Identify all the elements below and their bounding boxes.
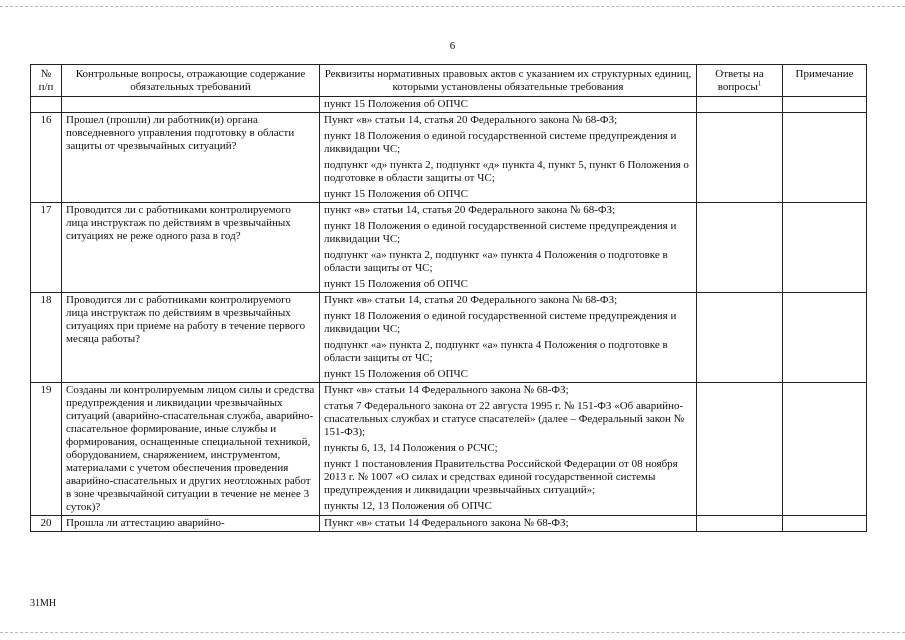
ref-line: пункт 15 Положения об ОПЧС xyxy=(324,98,468,110)
cell-question: Прошел (прошли) ли работник(и) органа повседневного управления подготовку в области защиты от чрезвычайных ситуаций? xyxy=(62,113,320,203)
ref-line: пункт 18 Положения о единой государственной системе предупреждения и ликвидации ЧС; xyxy=(324,310,677,335)
cell-note xyxy=(783,113,867,203)
ref-line: пункт 15 Положения об ОПЧС xyxy=(324,368,468,380)
cell-num: 16 xyxy=(31,113,62,203)
table-row xyxy=(31,293,867,383)
cell-num: 19 xyxy=(31,383,62,516)
cell-refs xyxy=(320,203,697,293)
ref-line: пункт 18 Положения о единой государственной системе предупреждения и ликвидации ЧС; xyxy=(324,130,677,155)
cell-note xyxy=(783,383,867,516)
cell-refs xyxy=(320,516,697,532)
table-row xyxy=(31,113,867,203)
cell-question: Проводится ли с работниками контролируемого лица инструктаж по действиям в чрезвычайных ситуациях при приеме на работу в течение первого месяца работы? xyxy=(62,293,320,383)
ref-line: подпункт «а» пункта 2, подпункт «а» пункта 4 Положения о подготовке в области защиты от ЧС; xyxy=(324,249,668,274)
ref-line: пункт 15 Положения об ОПЧС xyxy=(324,188,468,200)
cell-num: 18 xyxy=(31,293,62,383)
header-num: № п/п xyxy=(31,65,62,97)
ref-line: Пункт «в» статьи 14 Федерального закона № 68-ФЗ; xyxy=(324,384,569,396)
cell-question: Созданы ли контролируемым лицом силы и средства предупреждения и ликвидации чрезвычайных ситуаций (аварийно-спасательная служба, аварийно-спасательное формирование, иные службы и формирования, оснащенные специальной техникой, оборудованием, снаряжением, инструментом, материалами с учетом обеспечения проведения аварийно-спасательных и других неотложных работ в зоне чрезвычайной ситуации в течение не менее 3 суток)? xyxy=(62,383,320,516)
cell-refs xyxy=(320,293,697,383)
scan-artifact-bottom xyxy=(0,632,905,633)
cell-refs xyxy=(320,97,697,113)
cell-answer xyxy=(697,383,783,516)
continuation-row xyxy=(31,97,867,113)
ref-line: пункт 1 постановления Правительства Российской Федерации от 08 ноября 2013 г. № 1007 «О силах и средствах единой государственной системы предупреждения и ликвидации чрезвычайных ситуаций»; xyxy=(324,458,678,496)
header-answers xyxy=(697,65,783,97)
table-row xyxy=(31,516,867,532)
table-row xyxy=(31,203,867,293)
cell-refs xyxy=(320,383,697,516)
table-row xyxy=(31,383,867,516)
ref-line: пункты 6, 13, 14 Положения о РСЧС; xyxy=(324,442,498,454)
cell-note xyxy=(783,97,867,113)
cell-num: 20 xyxy=(31,516,62,532)
cell-refs xyxy=(320,113,697,203)
header-note: Примечание xyxy=(783,65,867,97)
cell-note xyxy=(783,293,867,383)
cell-note xyxy=(783,516,867,532)
cell-question: Проводится ли с работниками контролируемого лица инструктаж по действиям в чрезвычайных ситуациях не реже одного раза в год? xyxy=(62,203,320,293)
cell-answer xyxy=(697,113,783,203)
cell-answer xyxy=(697,516,783,532)
footer-code: 31МН xyxy=(30,598,57,609)
cell-num: 17 xyxy=(31,203,62,293)
table-header-row xyxy=(31,65,867,97)
cell-question xyxy=(62,97,320,113)
page-number: 6 xyxy=(449,40,456,52)
cell-answer xyxy=(697,293,783,383)
scan-artifact-top xyxy=(0,6,905,7)
cell-answer xyxy=(697,203,783,293)
cell-answer xyxy=(697,97,783,113)
header-question: Контрольные вопросы, отражающие содержание обязательных требований xyxy=(62,65,320,97)
ref-line: статья 7 Федерального закона от 22 августа 1995 г. № 151-ФЗ «Об аварийно-спасательных службах и статусе спасателей» (далее – Федеральный закон № 151-ФЗ); xyxy=(324,400,685,438)
header-answers-label: Ответы на вопросы xyxy=(715,68,764,93)
ref-line: Пункт «в» статьи 14 Федерального закона № 68-ФЗ; xyxy=(324,517,569,529)
ref-line: подпункт «д» пункта 2, подпункт «д» пункта 4, пункт 5, пункт 6 Положения о подготовке в области защиты от ЧС; xyxy=(324,159,689,184)
ref-line: Пункт «в» статьи 14, статья 20 Федерального закона № 68-ФЗ; xyxy=(324,114,618,126)
header-refs: Реквизиты нормативных правовых актов с указанием их структурных единиц, которыми установлены обязательные требования xyxy=(320,65,697,97)
ref-line: пункт «в» статьи 14, статья 20 Федерального закона № 68-ФЗ; xyxy=(324,204,616,216)
ref-line: пункты 12, 13 Положения об ОПЧС xyxy=(324,500,492,512)
ref-line: пункт 18 Положения о единой государственной системе предупреждения и ликвидации ЧС; xyxy=(324,220,677,245)
footnote-marker: 1 xyxy=(757,79,762,88)
ref-line: пункт 15 Положения об ОПЧС xyxy=(324,278,468,290)
cell-note xyxy=(783,203,867,293)
cell-question: Прошла ли аттестацию аварийно- xyxy=(62,516,320,532)
cell-num xyxy=(31,97,62,113)
ref-line: Пункт «в» статьи 14, статья 20 Федерального закона № 68-ФЗ; xyxy=(324,294,618,306)
requirements-table xyxy=(30,64,867,532)
ref-line: подпункт «а» пункта 2, подпункт «а» пункта 4 Положения о подготовке в области защиты от ЧС; xyxy=(324,339,668,364)
